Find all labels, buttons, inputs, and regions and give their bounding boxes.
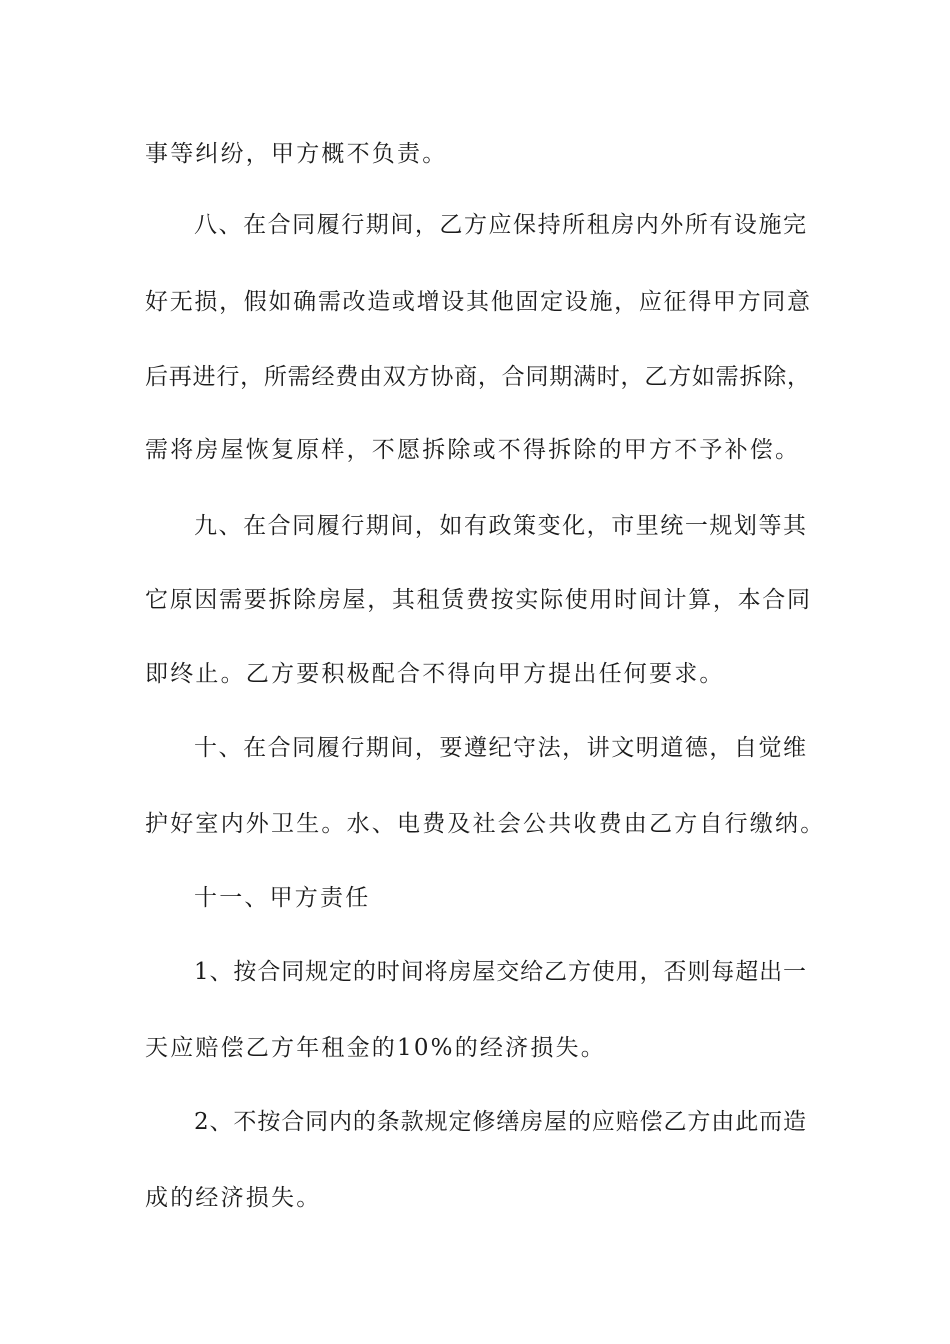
- paragraph-ten-line-2: 护好室内外卫生。水、电费及社会公共收费由乙方自行缴纳。: [145, 811, 826, 837]
- paragraph-nine-line-2: 它原因需要拆除房屋，其租赁费按实际使用时间计算，本合同: [145, 587, 810, 613]
- paragraph-nine-line-3: 即终止。乙方要积极配合不得向甲方提出任何要求。: [145, 661, 725, 687]
- paragraph-eight-line-4: 需将房屋恢复原样，不愿拆除或不得拆除的甲方不予补偿。: [145, 437, 801, 463]
- item-two-line-2: 成的经济损失。: [145, 1185, 322, 1211]
- section-eleven-heading: 十一、甲方责任: [194, 885, 371, 911]
- paragraph-eight-line-3: 后再进行，所需经费由双方协商，合同期满时，乙方如需拆除，: [145, 364, 810, 390]
- text-line-1: 事等纠纷，甲方概不负责。: [145, 141, 448, 167]
- item-one-line-2: 天应赔偿乙方年租金的10%的经济损失。: [145, 1035, 606, 1061]
- paragraph-ten-line-1: 十、在合同履行期间，要遵纪守法，讲文明道德，自觉维: [194, 735, 806, 761]
- paragraph-eight-line-1: 八、在合同履行期间，乙方应保持所租房内外所有设施完: [194, 212, 806, 238]
- paragraph-nine-line-1: 九、在合同履行期间，如有政策变化，市里统一规划等其: [194, 513, 806, 539]
- item-one-line-1: 1、按合同规定的时间将房屋交给乙方使用，否则每超出一: [194, 959, 806, 985]
- paragraph-eight-line-2: 好无损，假如确需改造或增设其他固定设施，应征得甲方同意: [145, 289, 810, 315]
- item-two-line-1: 2、不按合同内的条款规定修缮房屋的应赔偿乙方由此而造: [194, 1109, 806, 1135]
